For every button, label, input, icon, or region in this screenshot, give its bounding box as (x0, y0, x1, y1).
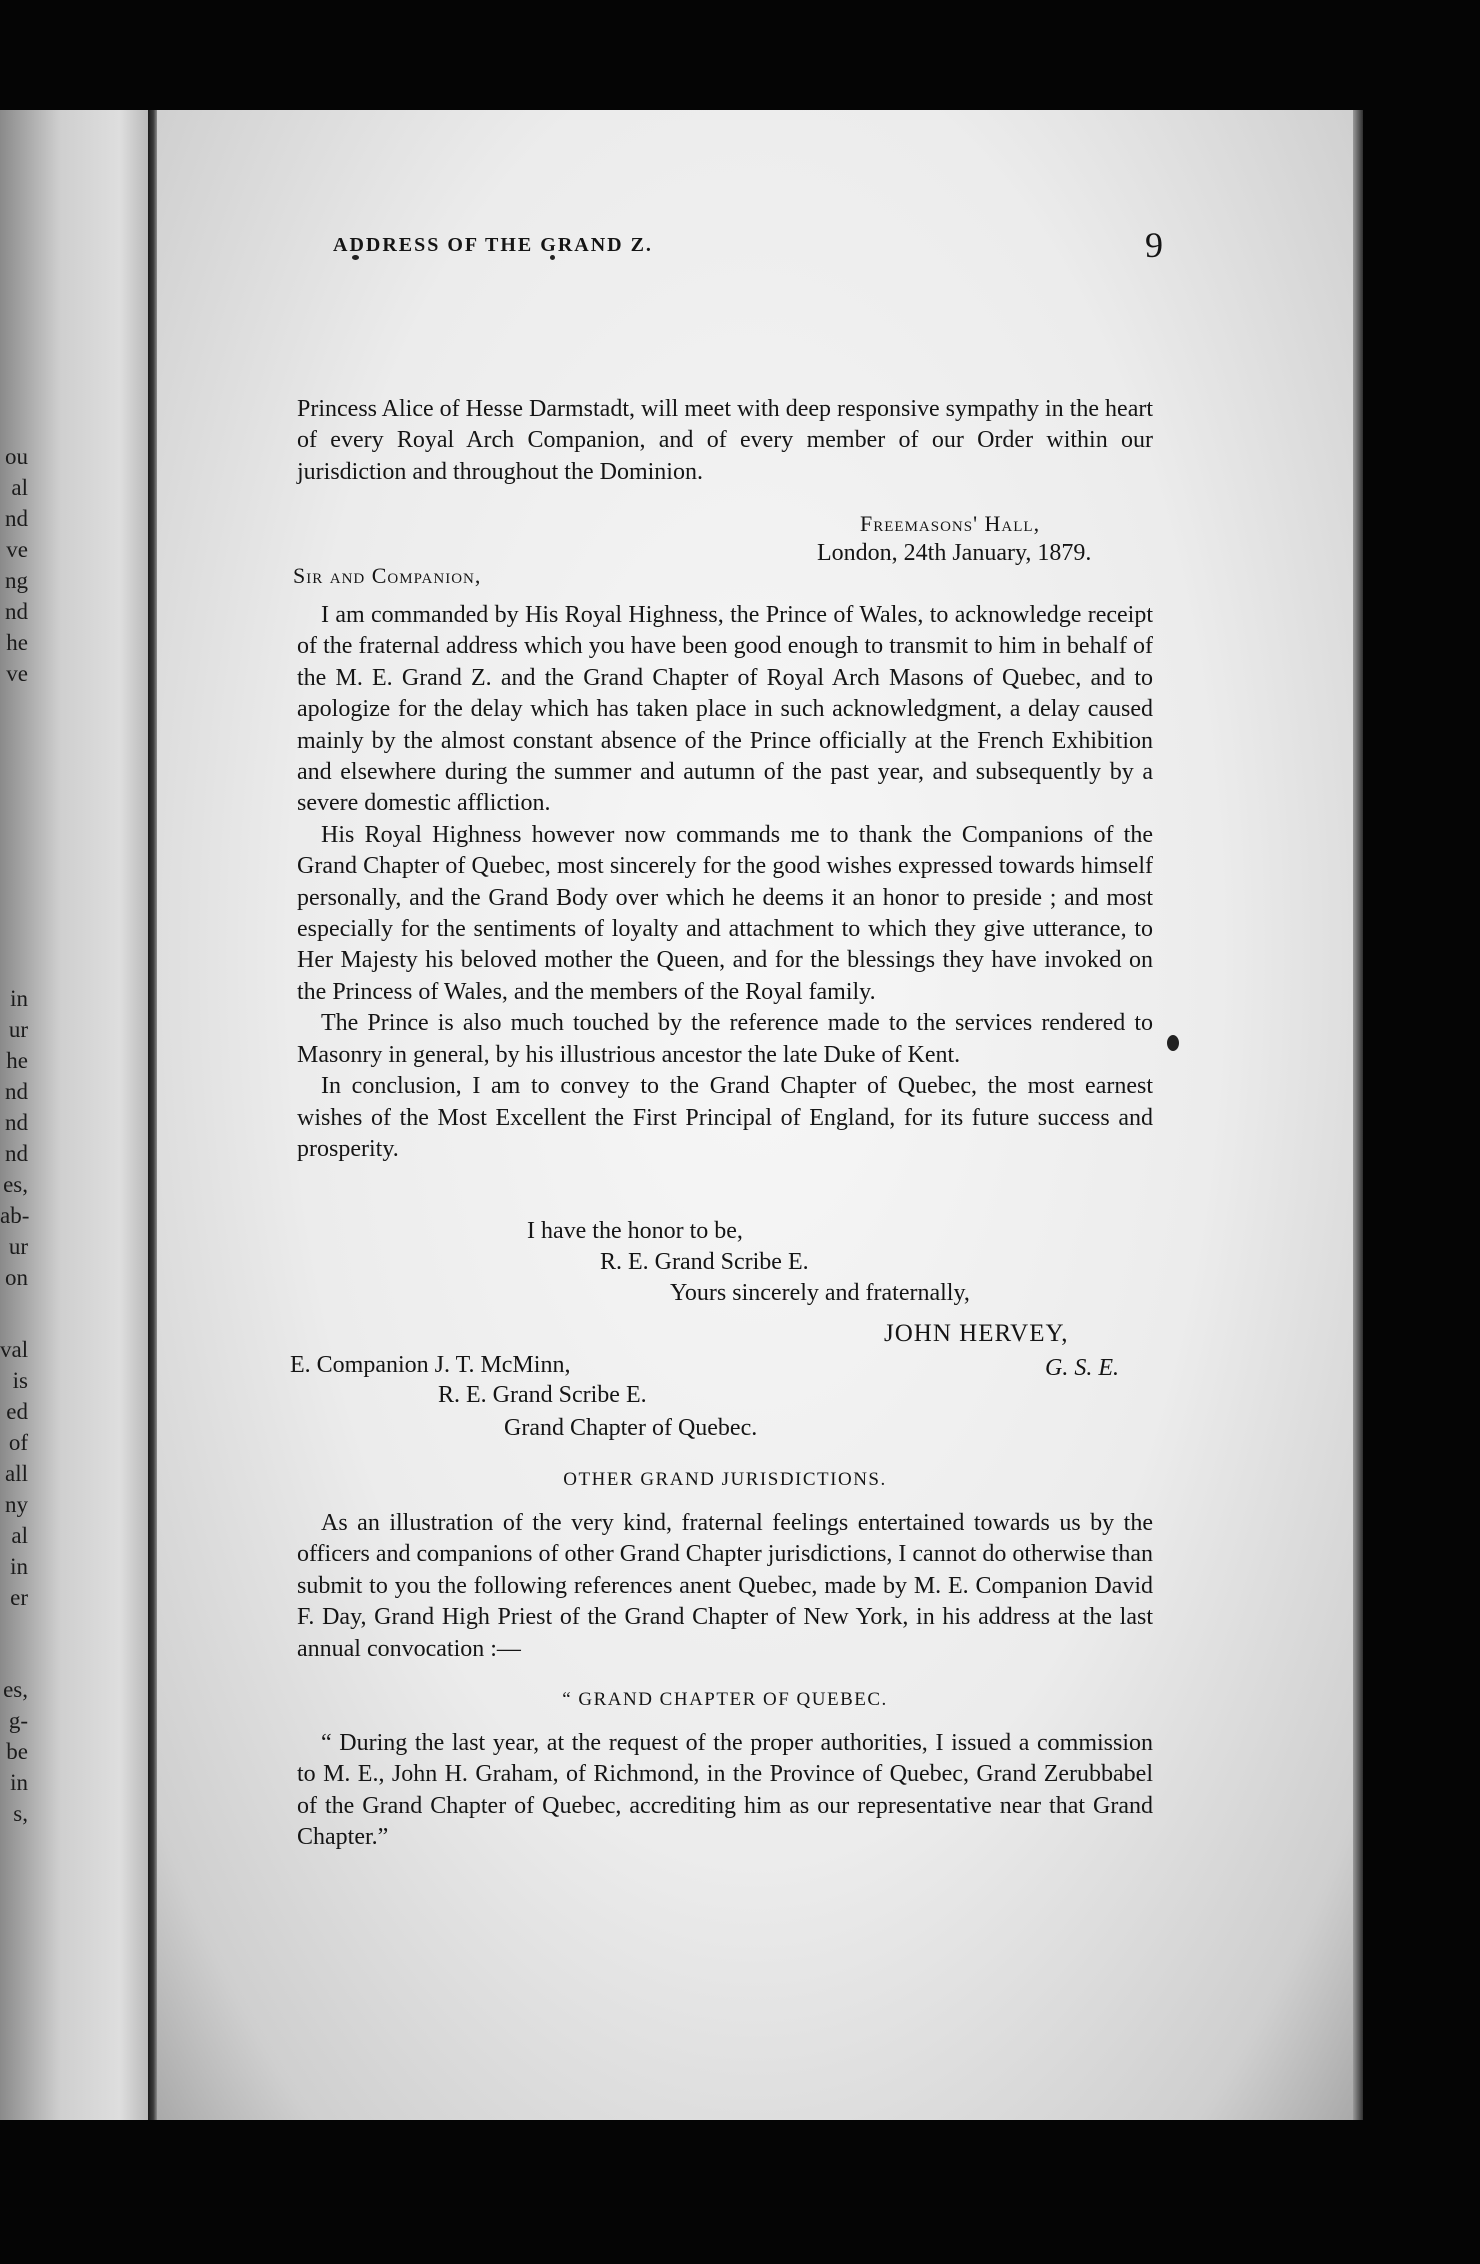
facing-page-fragment: er (10, 1585, 28, 1610)
letter-paragraph: His Royal Highness however now commands me to thank the Companions of the Grand Chapter of Quebec, most sincerely for the good wishes expressed towards himself personally, and the Grand Body over which he deems it an honor to preside ; and most especially for the sentiments of loyalty and attachment to which they give utterance, to Her Majesty his beloved mother the Queen, and for the blessings they have invoked on the Princess of Wales, and the members of the Royal family. (297, 821, 1153, 1005)
signature: JOHN HERVEY, (884, 1320, 1069, 1347)
facing-page-fragment: is (12, 1368, 28, 1393)
facing-page-fragment: ve (6, 661, 28, 686)
book-gutter (148, 110, 157, 2120)
section-paragraph-block (297, 1508, 1153, 1665)
quote-block (297, 1728, 1153, 1854)
letter-place: Freemasons' Hall, (860, 511, 1041, 536)
facing-page-fragment: be (6, 1739, 28, 1764)
facing-page-fragment: nd (5, 506, 28, 531)
facing-page-fragment: s, (13, 1801, 28, 1826)
addressee-line: E. Companion J. T. McMinn, (290, 1352, 571, 1378)
intro-text: Princess Alice of Hesse Darmstadt, will meet with deep responsive sympathy in the heart of every Royal Arch Companion, and of every member of our Order within our jurisdiction and throughout the Dominion. (297, 396, 1153, 485)
closing-line: I have the honor to be, (527, 1218, 743, 1244)
facing-page-fragment: ed (6, 1399, 28, 1424)
facing-page-fragment: nd (5, 599, 28, 624)
quote-paragraph: “ During the last year, at the request of the proper authorities, I issued a commission to M. E., John H. Graham, of Richmond, in the Province of Quebec, Grand Zerubbabel of the Grand Chapter of Quebec, accrediting him as our representative near that Grand Chapter.” (297, 1730, 1153, 1851)
closing-line: R. E. Grand Scribe E. (600, 1249, 809, 1275)
signature-title: G. S. E. (1045, 1355, 1119, 1381)
facing-page-fragment: g- (8, 1708, 28, 1733)
letter-paragraph: The Prince is also much touched by the reference made to the services rendered to Masonry in general, by his illustrious ancestor the late Duke of Kent. (297, 1010, 1153, 1068)
facing-page-fragment: nd (5, 1110, 28, 1135)
facing-page-fragment: al (11, 1523, 28, 1548)
facing-page-fragment: nd (5, 1141, 28, 1166)
facing-page-fragment: ny (5, 1492, 28, 1517)
facing-page-fragment: in (10, 1554, 28, 1579)
facing-page (0, 110, 150, 2120)
letter-salutation: Sir and Companion, (293, 563, 482, 588)
facing-page-fragment: on (5, 1265, 28, 1290)
facing-page-fragment: he (6, 1048, 28, 1073)
facing-page-fragment: of (8, 1430, 28, 1455)
letter-body (297, 600, 1153, 1165)
intro-paragraph (297, 394, 1153, 488)
section-heading: OTHER GRAND JURISDICTIONS. (563, 1469, 887, 1490)
facing-page-fragment: ur (8, 1017, 28, 1042)
facing-page-fragment: in (10, 986, 28, 1011)
facing-page-fragment: nd (5, 1079, 28, 1104)
page-number: 9 (1145, 225, 1163, 265)
facing-page-fragment: ve (6, 537, 28, 562)
facing-page-fragment: es, (3, 1172, 28, 1197)
running-header (333, 226, 1163, 266)
facing-page-fragment: in (10, 1770, 28, 1795)
facing-page-fragment: al (11, 475, 28, 500)
facing-page-fragment: ur (8, 1234, 28, 1259)
addressee-line: Grand Chapter of Quebec. (504, 1415, 758, 1441)
speck (1167, 1035, 1179, 1051)
facing-page-fragment: all (5, 1461, 28, 1486)
facing-page-fragment: es, (3, 1677, 28, 1702)
facing-page-fragment: ou (5, 444, 28, 469)
closing-line: Yours sincerely and fraternally, (670, 1280, 970, 1306)
running-title: ADDRESS OF THE GRAND Z. (333, 234, 653, 256)
page-edge (1353, 110, 1363, 2120)
letter-date: London, 24th January, 1879. (817, 540, 1092, 566)
facing-page-fragment: ng (5, 568, 28, 593)
section-paragraph: As an illustration of the very kind, fraternal feelings entertained towards us by the officers and companions of other Grand Chapter jurisdictions, I cannot do otherwise than submit to you the following references anent Quebec, made by M. E. Companion David F. Day, Grand High Priest of the Grand Chapter of New York, in his address at the last annual convocation :— (297, 1510, 1153, 1662)
addressee-line: R. E. Grand Scribe E. (438, 1382, 647, 1408)
facing-page-fragment: val (0, 1337, 29, 1362)
letter-paragraph: I am commanded by His Royal Highness, the Prince of Wales, to acknowledge receipt of the fraternal address which you have been good enough to transmit to him in behalf of the M. E. Grand Z. and the Grand Chapter of Royal Arch Masons of Quebec, and to apologize for the delay which has taken place in such acknowledgment, a delay caused mainly by the almost constant absence of the Prince officially at the French Exhibition and elsewhere during the summer and autumn of the past year, and subsequently by a severe domestic affliction. (297, 602, 1153, 817)
facing-page-fragment: ab- (0, 1203, 30, 1228)
letter-paragraph: In conclusion, I am to convey to the Grand Chapter of Quebec, the most earnest wishes of the Most Excellent the First Principal of England, for its future success and prosperity. (297, 1073, 1153, 1162)
facing-page-fragment: he (6, 630, 28, 655)
quote-heading: “ GRAND CHAPTER OF QUEBEC. (562, 1689, 888, 1710)
